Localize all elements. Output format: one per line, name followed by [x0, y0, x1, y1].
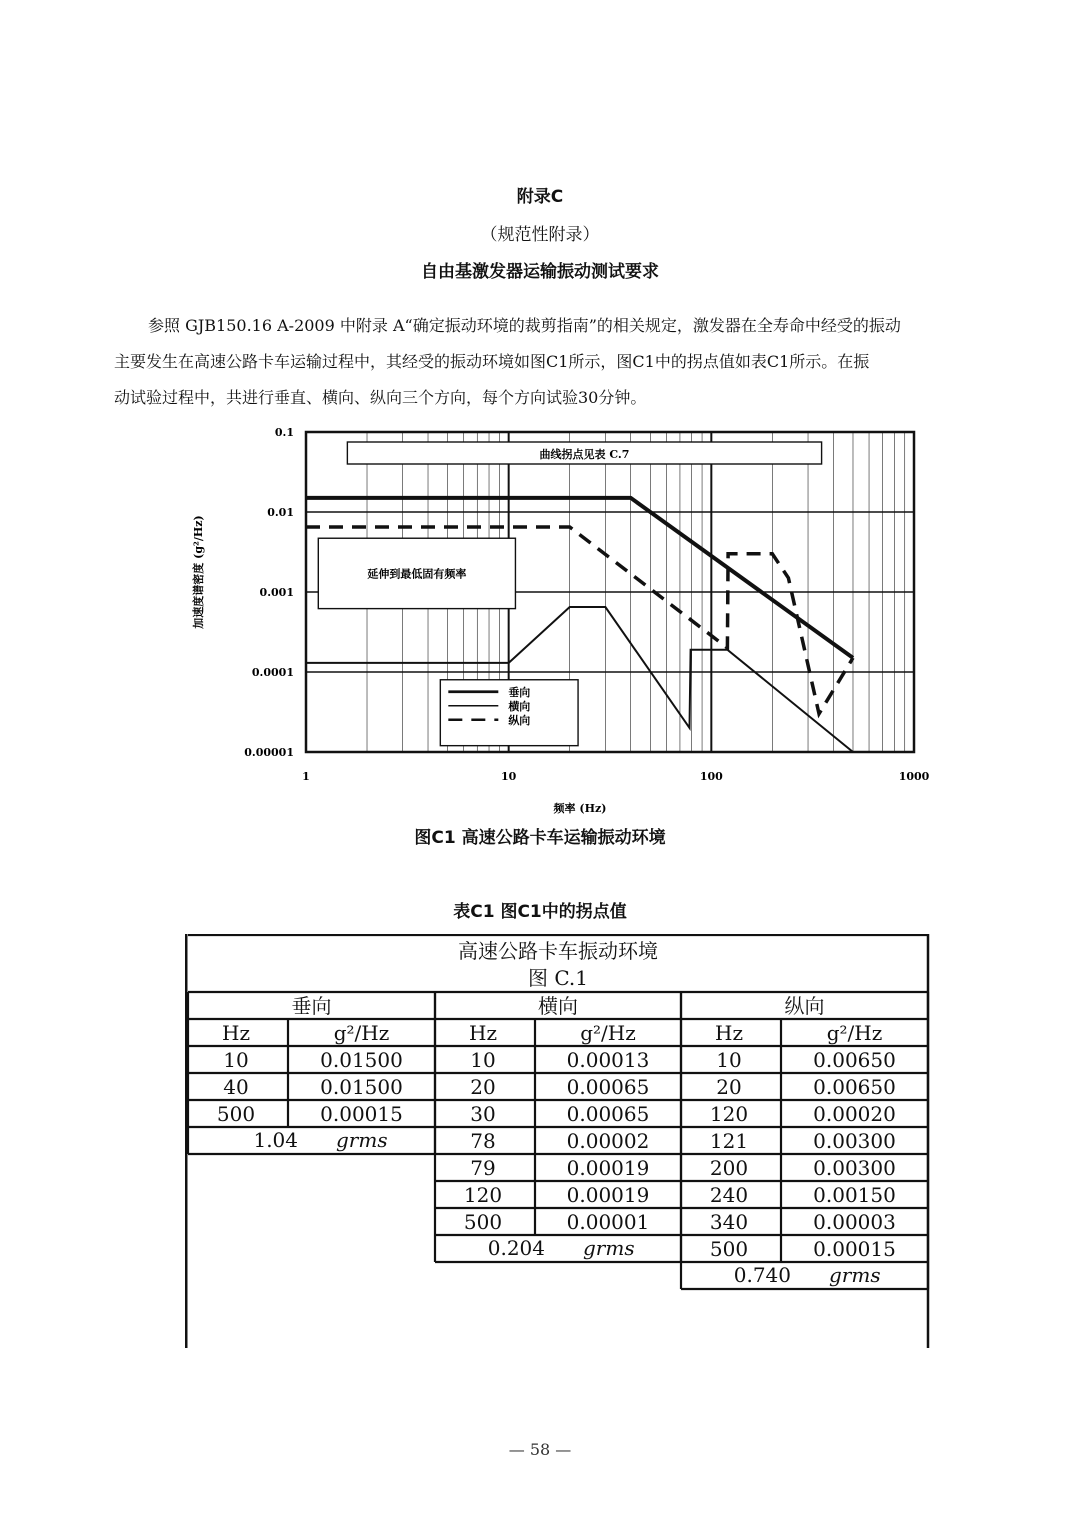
grms-unit: grms [336, 1128, 388, 1152]
breakpoint-table [185, 934, 931, 1348]
grms-unit: grms [829, 1263, 881, 1287]
table-cell-psd: 0.00650 [813, 1075, 896, 1099]
x-tick-label: 1 [302, 770, 310, 783]
chart-legend [440, 680, 578, 746]
table-cell-hz: 20 [470, 1075, 496, 1099]
column-header-psd: g²/Hz [826, 1021, 883, 1045]
table-cell-psd: 0.00020 [813, 1102, 896, 1126]
paragraph-line: 参照 GJB150.16 A-2009 中附录 A“确定振动环境的裁剪指南”的相关规定，激发器在全寿命中经受的振动 [148, 316, 901, 335]
table-cell-psd: 0.00003 [813, 1210, 896, 1234]
grms-value: 0.204 [487, 1236, 545, 1260]
column-header-psd: g²/Hz [580, 1021, 636, 1045]
table-cell-psd: 0.00650 [813, 1048, 896, 1072]
chart-svg [180, 420, 940, 820]
legend-label: 纵向 [508, 713, 531, 727]
table-cell-psd: 0.00300 [813, 1129, 896, 1153]
y-tick-label: 0.01 [267, 506, 294, 519]
column-header-psd: g²/Hz [333, 1021, 390, 1045]
y-tick-label: 0.00001 [244, 746, 294, 759]
y-axis-label: 加速度谱密度 (g²/Hz) [192, 515, 205, 629]
table-cell-psd: 0.01500 [320, 1048, 403, 1072]
series-line-2 [306, 607, 853, 752]
y-tick-label: 0.0001 [251, 666, 294, 679]
table-cell-psd: 0.00300 [813, 1156, 896, 1180]
table-cell-hz: 120 [709, 1102, 749, 1126]
table-svg [185, 934, 931, 1348]
appendix-type: （规范性附录） [480, 225, 600, 245]
paragraph-line: 主要发生在高速公路卡车运输过程中，其经受的振动环境如图C1所示，图C1中的拐点值如表C1所示。在振 [114, 352, 870, 371]
group-name: 垂向 [291, 994, 332, 1018]
annotation-text: 延伸到最低固有频率 [367, 567, 467, 581]
column-header-hz: Hz [715, 1021, 743, 1045]
table-cell-psd: 0.00065 [566, 1075, 650, 1099]
column-header-hz: Hz [469, 1021, 497, 1045]
page-number: — 58 — [508, 1440, 572, 1459]
table-cell-hz: 10 [223, 1048, 249, 1072]
grms-unit: grms [583, 1236, 635, 1260]
table-title: 高速公路卡车振动环境 [458, 939, 658, 963]
x-tick-label: 10 [501, 770, 517, 783]
table-cell-hz: 500 [463, 1210, 503, 1234]
table-cell-psd: 0.00015 [320, 1102, 403, 1126]
table-cell-hz: 121 [709, 1129, 749, 1153]
note-box-text: 曲线拐点见表 C.7 [539, 448, 630, 461]
column-header-hz: Hz [222, 1021, 250, 1045]
table-cell-psd: 0.00019 [566, 1183, 650, 1207]
vibration-chart [180, 420, 940, 820]
table-cell-psd: 0.00065 [566, 1102, 650, 1126]
table-cell-hz: 500 [216, 1102, 256, 1126]
table-cell-hz: 120 [463, 1183, 503, 1207]
note-box [347, 442, 821, 464]
table-cell-hz: 10 [716, 1048, 742, 1072]
table-cell-hz: 78 [470, 1129, 496, 1153]
table-cell-psd: 0.00001 [566, 1210, 650, 1234]
appendix-label: 附录C [516, 187, 564, 207]
table-cell-hz: 79 [470, 1156, 496, 1180]
table-cell-hz: 40 [223, 1075, 249, 1099]
table-cell-psd: 0.00150 [813, 1183, 896, 1207]
y-tick-label: 0.001 [259, 586, 294, 599]
table-cell-psd: 0.00019 [566, 1156, 650, 1180]
table-cell-psd: 0.01500 [320, 1075, 403, 1099]
table-cell-psd: 0.00013 [566, 1048, 650, 1072]
table-cell-hz: 200 [709, 1156, 749, 1180]
y-tick-label: 0.1 [274, 426, 294, 439]
table-cell-psd: 0.00015 [813, 1237, 896, 1261]
x-tick-label: 1000 [898, 770, 930, 783]
table-caption: 表C1 图C1中的拐点值 [453, 902, 627, 922]
annotation-box [318, 538, 515, 608]
table-cell-hz: 10 [470, 1048, 496, 1072]
table-cell-psd: 0.00002 [566, 1129, 650, 1153]
figure-caption: 图C1 高速公路卡车运输振动环境 [414, 828, 666, 848]
table-cell-hz: 340 [709, 1210, 749, 1234]
grms-value: 1.04 [253, 1128, 298, 1152]
x-tick-label: 100 [699, 770, 723, 783]
table-cell-hz: 30 [470, 1102, 496, 1126]
x-axis-label: 频率 (Hz) [553, 802, 607, 815]
table-cell-hz: 20 [716, 1075, 742, 1099]
group-name: 纵向 [784, 994, 825, 1018]
group-name: 横向 [538, 994, 578, 1018]
body-paragraph [114, 308, 1009, 416]
legend-label: 垂向 [508, 685, 531, 699]
paragraph-line: 动试验过程中，共进行垂直、横向、纵向三个方向，每个方向试验30分钟。 [114, 388, 647, 407]
table-subtitle: 图 C.1 [527, 966, 589, 990]
table-cell-hz: 500 [709, 1237, 749, 1261]
grms-value: 0.740 [733, 1263, 791, 1287]
appendix-title: 自由基激发器运输振动测试要求 [421, 262, 659, 282]
table-cell-hz: 240 [709, 1183, 749, 1207]
legend-label: 横向 [508, 699, 531, 713]
